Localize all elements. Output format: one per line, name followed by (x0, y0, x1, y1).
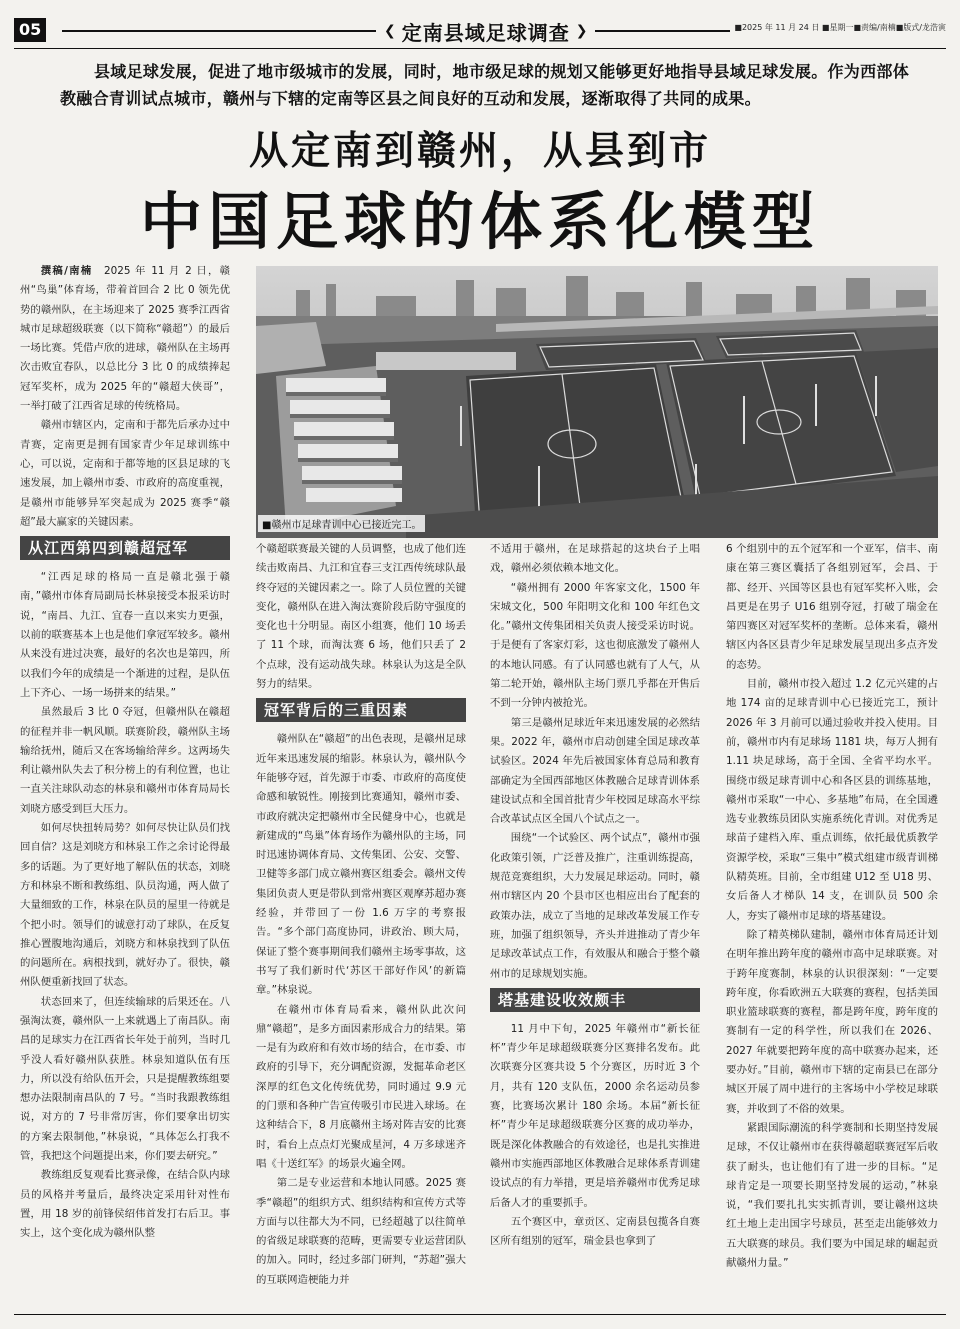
paragraph-col4-3: 除了精英梯队建制，赣州市体育局还计划在明年推出跨年度的赣州市高中足球联赛。对于跨年度赛制，林泉的认识很深刻：“一定要跨年度，你看欧洲五大联赛的赛程，包括美国职业篮球联赛的赛程，都是跨年度，跨年度的赛制有一定的科学性，所以我们在 2026、2027 年就要把跨年度的高中联赛办起来，还要办好。”目前，赣州市下辖的定南县已在部分城区开展了周中进行的主客场中小学校足球联赛，并收到了不俗的效果。 (726, 928, 938, 1115)
headline-line2: 中国足球的体系化模型 (139, 185, 820, 258)
paragraph-col4-2: 目前，赣州市投入超过 1.2 亿元兴建的占地 174 亩的足球青训中心已接近完工，预计 2026 年 3 月前可以通过验收并投入使用。目前，赣州市内有足球场 1181 块，每万人拥有 1.11 块足球场，高于全国、全省平均水平。围绕市级足球青训中心和各区县的训练基地，赣州市采取“一中心、多基地”布局，在全国遴选专业教练员团队实施系统化青训。对优秀足球苗子建档入库、重点训练，依托最优质教学资源学校，采取“三集中”模式组建市级青训梯队精英班。目前，全市组建 U12 至 U18 男、女后备人才梯队 14 支，在训队员 500 余人，夯实了赣州市足球的塔基建设。 (726, 678, 938, 922)
paragraph-col3-4: 围绕“一个试验区、两个试点”，赣州市强化政策引领，广泛普及推广，注重训练提高，规范竞赛组织，大力发展足球运动。同时，赣州市辖区内 20 个县市区也相应出台了配套的政策办法，成立了当地的足球改革发展工作专班，加强了组织领导，齐头并进推动了青少年足球改革试点工作，有效服从和融合于整个赣州市的足球规划实施。 (490, 832, 700, 980)
paragraph-col4-1: 6 个组别中的五个冠军和一个亚军，信丰、南康在第三赛区囊括了各组别冠军，会昌、于都、经开、兴国等区县也有冠军奖杯入账，会昌更是在男子 U16 组别夺冠，打破了瑞金在第四赛区对冠军奖杯的垄断。总体来看，赣州辖区内各区县青少年足球发展呈现出多点齐发的态势。 (726, 543, 938, 671)
section-heading-1: 从江西第四到赣超冠军 (20, 536, 230, 560)
paragraph-col1-5: 如何尽快扭转局势？如何尽快让队员们找回自信？这是刘晓方和林泉工作之余讨论得最多的话题。为了更好地了解队伍的状态，刘晓方和林泉不断和教练组、队员沟通，两人做了大量细致的工作，林泉在队员的屋里一待就是个把小时。领导们的诚意打动了球队，在反复推心置腹地沟通后，刘晓方和林泉找到了队伍的问题所在。病根找到，就好办了。很快，赣州队便重新找回了状态。 (20, 822, 230, 989)
paragraph-col1-2: 赣州市辖区内，定南和于都先后承办过中青赛，定南更是拥有国家青少年足球训练中心，可以说，定南和于都等地的区县足球的飞速发展，加上赣州市委、市政府的高度重视，是赣州市能够异军突起成为 2025 赛季“赣超”最大赢家的关键因素。 (20, 419, 230, 528)
photo-caption: ■赣州市足球青训中心已接近完工。 (258, 515, 425, 532)
article-column-3 (490, 540, 700, 1251)
bottom-rule (14, 1314, 946, 1315)
article-column-2 (256, 540, 466, 1290)
paragraph-col1-1: 2025 年 11 月 2 日，赣州“鸟巢”体育场，带着首回合 2 比 0 领先优势的赣州队，在主场迎来了 2025 赛季江西省城市足球超级联赛（以下简称“赣超”）的最后一场比赛。凭借卢欣的进球，赣州队在主场再次击败宜春队，以总比分 3 比 0 的成绩捧起冠军奖杯，成为 2025 年的“赣超大侠哥”，一举打破了江西省足球的传统格局。 (20, 265, 230, 413)
section-heading-3: 塔基建设收效颇丰 (490, 988, 700, 1012)
paragraph-col3-2: “赣州拥有 2000 年客家文化，1500 年宋城文化，500 年阳明文化和 100 年红色文化。”赣州文传集团相关负责人接受采访时说。于是便有了客家灯彩，这也彻底激发了赣州人的本地认同感。有了认同感也就有了人气，从第二轮开始，赣州队主场门票几乎都在开售后不到一分钟内被抢光。 (490, 581, 700, 710)
chevron-right-icon: ❯ (575, 23, 588, 39)
paragraph-col2-2: 赣州队在“赣超”的出色表现，是赣州足球近年来迅速发展的缩影。林泉认为，赣州队今年能够夺冠，首先源于市委、市政府的高度使命感和敏锐性。刚接到比赛通知，赣州市委、市政府就决定把赣州市全民健身中心，也就是新建成的“鸟巢”体育场作为赣州队的主场，同时迅速协调体育局、文传集团、公安、交警、卫健等多部门成立赣州赛区组委会。赣州文传集团负责人更是带队到常州赛区观摩苏超办赛经验，并带回了一份 1.6 万字的考察报告。“多个部门高度协同，讲政治、顾大局，保证了整个赛事期间我们赣州主场零事故，这书写了我们新时代‘苏区干部好作风’的新篇章。”林泉说。 (256, 733, 466, 997)
paragraph-col2-1: 个赣超联赛最关键的人员调整，也成了他们连续击败南昌、九江和宜春三支江西传统球队最终夺冠的关键因素之一。除了人员位置的关键变化，赣州队在进入淘汰赛阶段后防守强度的变化也十分明显。南区小组赛，他们 10 场丢了 11 个球，而淘汰赛 6 场，他们只丢了 2 个点球，没有运动战失球。林泉认为这是全队努力的结果。 (256, 543, 466, 691)
article-column-1 (20, 262, 230, 1244)
paragraph-col2-3: 在赣州市体育局看来，赣州队此次问鼎“赣超”，是多方面因素形成合力的结果。第一是有为政府和有效市场的结合，在市委、市政府的引导下，充分调配资源，发掘革命老区深厚的红色文化传统优势，同时通过 9.9 元的门票和各种广告宣传吸引市民进入球场。在这种结合下，8 月底赣州主场对阵吉安的比赛时，看台上点点灯光聚成星河，4 万多球迷齐唱《十送红军》的场景火遍全网。 (256, 1003, 466, 1170)
paragraph-col4-4: 紧跟国际潮流的科学赛制和长期坚持发展足球，不仅让赣州市在获得赣超联赛冠军后收获了耐头，也让他们有了进一步的目标。“足球肯定是一项要长期坚持发展的运动，”林泉说，“我们要扎扎实实抓青训，要让赣州这块红土地上走出国字号球员，甚至走出能够效力五大联赛的球员。我们要为中国足球的崛起贡献赣州力量。” (726, 1121, 938, 1269)
chevron-left-icon: ❮ (384, 23, 396, 39)
lead-paragraph: 县域足球发展，促进了地市级城市的发展，同时，地市级足球的规划又能够更好地指导县域足球发展。作为西部体教融合青训试点城市，赣州与下辖的定南等区县之间良好的互动和发展，逐渐取得了共同的成果。 (60, 62, 910, 108)
paragraph-col1-3: “江西足球的格局一直是赣北强于赣南，”赣州市体育局副局长林泉接受本报采访时说，“南昌、九江、宜春一直以来实力更强，以前的联赛基本上也是他们拿冠军较多。赣州从来没有进过决赛，最好的名次也是第四，所以我们今年的成绩是一个渐进的过程，是队伍上下齐心、一场一场拼来的结果。” (20, 571, 230, 699)
stadium-photo (256, 266, 938, 538)
section-heading-2: 冠军背后的三重因素 (256, 698, 466, 722)
page-header (14, 10, 946, 50)
article-column-4 (726, 540, 938, 1273)
paragraph-col1-4: 虽然最后 3 比 0 夺冠，但赣州队在赣超的征程并非一帆风顺。联赛阶段，赣州队主场输给抚州，随后又在客场输给萍乡。这两场失利让赣州队失去了积分榜上的有利位置，也让一直关注球队动态的林泉和赣州市体育局局长刘晓方感受到巨大压力。 (20, 706, 230, 815)
paragraph-col1-7: 教练组反复观看比赛录像，在结合队内球员的风格并考量后，最终决定采用针对性布置，用 18 岁的前锋侯绍伟首发打右后卫。事实上，这个变化成为赣州队整 (20, 1169, 230, 1240)
byline: 撰稿/南楠 (40, 265, 93, 277)
paragraph-col3-6: 五个赛区中，章贡区、定南县包揽各自赛区所有组别的冠军，瑞金县也拿到了 (490, 1215, 700, 1248)
paragraph-col3-3: 第三是赣州足球近年来迅速发展的必然结果。2022 年，赣州市启动创建全国足球改革试验区。2024 年先后被国家体育总局和教育部确定为全国西部地区体教融合足球青训体系建设试点和全国首批青少年校园足球高水平综合改革试点区全国八个试点之一。 (490, 716, 700, 826)
paragraph-col3-1: 不适用于赣州，在足球搭起的这块台子上唱戏，赣州必须依赖本地文化。 (490, 543, 700, 575)
header-meta: ■2025 年 11 月 24 日 ■星期一■责编/南楠■版式/龙浩寅 (730, 22, 946, 33)
paragraph-col2-4: 第二是专业运营和本地认同感。2025 赛季“赣超”的组织方式、组织结构和宣传方式等方面与以往都大为不同，已经超越了以往简单的省级足球联赛的范畴，更需要专业运营团队的加入。同时，经过多部门研判，“苏超”强大的互联网造梗能力并 (256, 1177, 466, 1286)
paragraph-col1-intro-wrap (20, 262, 230, 416)
paragraph-col1-6: 状态回来了，但连续输球的后果还在。八强淘汰赛，赣州队一上来就遇上了南昌队。南昌的足球实力在江西省长年处于前列，当时几乎没人看好赣州队获胜。林泉知道队伍有压力，所以没有给队伍开会，只是提醒教练组要想办法限制南昌队的 7 号。“当时我跟教练组说，对方的 7 号非常厉害，你们要拿出切实的方案去限制他，”林泉说，“具体怎么打我不管，我把这个问题提出来，你们要去研究。” (20, 995, 230, 1163)
section-title: 定南县域足球调查 (401, 20, 570, 45)
training-center-aerial-image (256, 266, 938, 538)
section-title-box (376, 18, 595, 44)
paragraph-col3-5: 11 月中下旬，2025 年赣州市“新长征杯”青少年足球超级联赛分区赛排名发布。此次联赛分区赛共设 5 个分赛区，历时近 3 个月，共有 120 支队伍，2000 余名运动员参赛，比赛场次累计 180 余场。本届“新长征杯”青少年足球超级联赛分区赛的成功举办，既是深化体教融合的有效途径，也是扎实推进赣州市实施西部地区体教融合足球体系青训建设试点的有力举措，更是培养赣州市优秀足球后备人才的重要抓手。 (490, 1022, 700, 1209)
headline-line1: 从定南到赣州，从县到市 (248, 128, 711, 174)
header-rule-lower (14, 48, 946, 49)
page-number: 05 (14, 18, 46, 42)
